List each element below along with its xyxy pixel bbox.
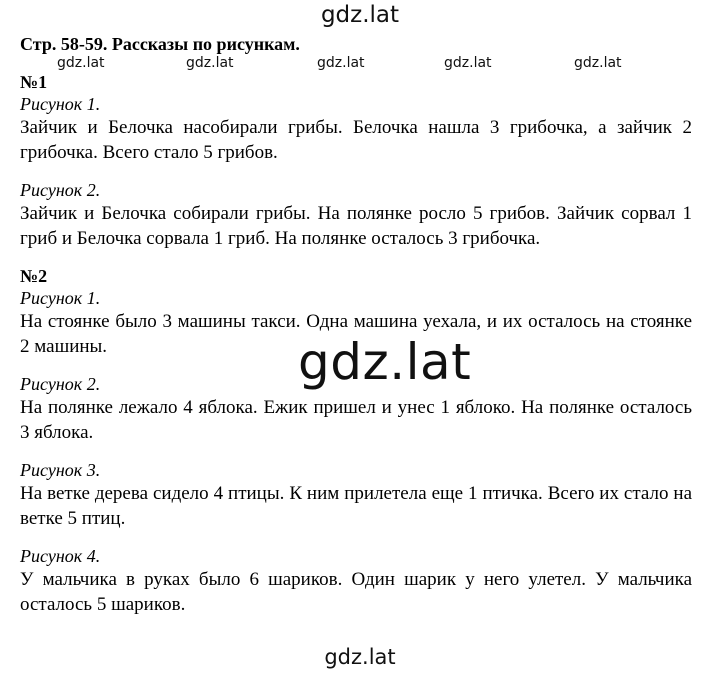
watermark-row-4: gdz.lat	[444, 55, 492, 71]
figure-label: Рисунок 1.	[20, 288, 101, 308]
watermark-center: gdz.lat	[298, 333, 472, 391]
watermark-bottom: gdz.lat	[324, 645, 396, 669]
document-body	[20, 33, 692, 617]
story-text: Зайчик и Белочка собирали грибы. На полянке росло 5 грибов. Зайчик сорвал 1 гриб и Белочка сорвала 1 гриб. На полянке осталось 3 грибочка.	[20, 203, 692, 249]
watermark-row-1: gdz.lat	[57, 55, 105, 71]
figure-label: Рисунок 3.	[20, 460, 101, 480]
figure-label: Рисунок 2.	[20, 374, 101, 394]
page-title: Стр. 58-59. Рассказы по рисункам.	[20, 34, 300, 54]
watermark-row-5: gdz.lat	[574, 55, 622, 71]
story-text: На ветке дерева сидело 4 птицы. К ним прилетела еще 1 птичка. Всего их стало на ветке 5 птиц.	[20, 483, 692, 529]
story-text: У мальчика в руках было 6 шариков. Один шарик у него улетел. У мальчика осталось 5 шариков.	[20, 569, 692, 615]
section-number: №2	[20, 266, 48, 286]
watermark-top: gdz.lat	[320, 2, 400, 28]
watermark-row-2: gdz.lat	[186, 55, 234, 71]
figure-label: Рисунок 4.	[20, 546, 101, 566]
section-2	[20, 265, 692, 617]
section-number: №1	[20, 72, 48, 92]
story-text: Зайчик и Белочка насобирали грибы. Белочка нашла 3 грибочка, а зайчик 2 грибочка. Всего стало 5 грибов.	[20, 117, 692, 163]
figure-label: Рисунок 2.	[20, 180, 101, 200]
story-text: На стоянке было 3 машины такси. Одна машина уехала, и их осталось на стоянке 2 машины.	[20, 311, 692, 357]
figure-label: Рисунок 1.	[20, 94, 101, 114]
watermark-row-3: gdz.lat	[317, 55, 365, 71]
story-text: На полянке лежало 4 яблока. Ежик пришел и унес 1 яблоко. На полянке осталось 3 яблока.	[20, 397, 692, 443]
section-1	[20, 71, 692, 251]
